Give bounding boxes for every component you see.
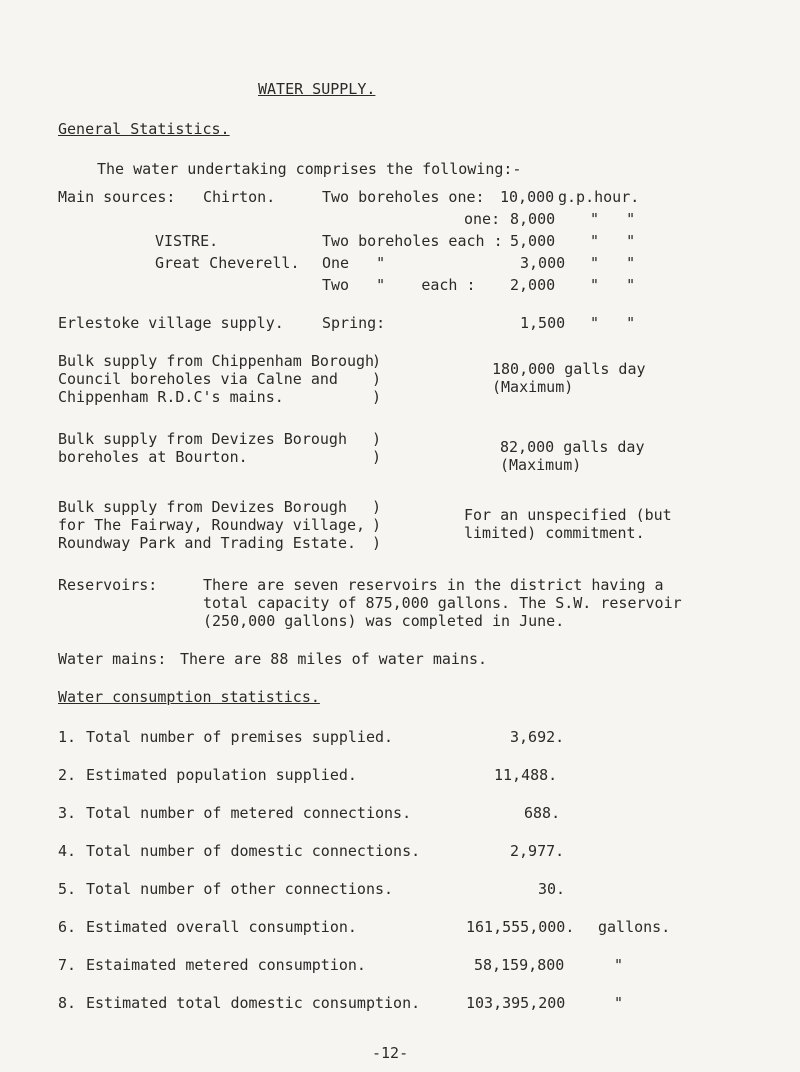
bracket-glyph: ) ) ) xyxy=(372,498,382,552)
source-place: Great Cheverell. xyxy=(155,254,300,272)
item-unit: " xyxy=(614,994,624,1012)
bulk-note: 180,000 galls day xyxy=(492,360,646,378)
bulk-note: (Maximum) xyxy=(492,378,574,396)
item-label: Estimated overall consumption. xyxy=(86,918,357,936)
source-place: Chirton. xyxy=(203,188,276,206)
consumption-heading: Water consumption statistics. xyxy=(58,688,320,706)
source-value: 10,000 xyxy=(500,188,555,206)
source-place: VISTRE. xyxy=(155,232,219,250)
reservoirs-text: (250,000 gallons) was completed in June. xyxy=(203,612,565,630)
source-unit: g.p.hour. xyxy=(558,188,640,206)
item-number: 2. xyxy=(58,766,77,784)
item-value: 161,555,000. xyxy=(466,918,575,936)
item-value: 103,395,200 xyxy=(466,994,566,1012)
item-number: 6. xyxy=(58,918,77,936)
bracket-glyph: ) ) xyxy=(372,430,382,466)
source-desc: Two " each : xyxy=(322,276,476,294)
item-value: 58,159,800 xyxy=(474,956,565,974)
page-number: -12- xyxy=(372,1044,409,1062)
bulk-note: (Maximum) xyxy=(500,456,582,474)
bulk-note: 82,000 galls day xyxy=(500,438,645,456)
bulk-line: Bulk supply from Devizes Borough xyxy=(58,430,347,448)
item-number: 1. xyxy=(58,728,77,746)
item-value: 11,488. xyxy=(494,766,558,784)
bulk-note: For an unspecified (but xyxy=(464,506,672,524)
bulk-line: Bulk supply from Devizes Borough xyxy=(58,498,347,516)
item-value: 30. xyxy=(538,880,566,898)
source-unit: " " xyxy=(590,232,636,250)
source-value: 2,000 xyxy=(510,276,556,294)
source-unit: " " xyxy=(590,276,636,294)
reservoirs-text: total capacity of 875,000 gallons. The S.W. reservoir xyxy=(203,594,682,612)
page-title: WATER SUPPLY. xyxy=(258,80,376,98)
bulk-line: boreholes at Bourton. xyxy=(58,448,248,466)
item-number: 5. xyxy=(58,880,77,898)
bulk-line: Chippenham R.D.C's mains. xyxy=(58,388,284,406)
reservoirs-text: There are seven reservoirs in the district having a xyxy=(203,576,664,594)
item-label: Total number of other connections. xyxy=(86,880,394,898)
item-label: Total number of premises supplied. xyxy=(86,728,394,746)
item-unit: " xyxy=(614,956,624,974)
erlestoke-unit: " " xyxy=(590,314,636,332)
item-value: 3,692. xyxy=(510,728,565,746)
source-unit: " " xyxy=(590,210,636,228)
erlestoke-desc: Spring: xyxy=(322,314,386,332)
source-desc: Two boreholes one: xyxy=(322,188,485,206)
bulk-line: Council boreholes via Calne and xyxy=(58,370,338,388)
mains-text: There are 88 miles of water mains. xyxy=(180,650,488,668)
item-number: 3. xyxy=(58,804,77,822)
item-number: 7. xyxy=(58,956,77,974)
item-label: Total number of metered connections. xyxy=(86,804,412,822)
item-label: Estimated total domestic consumption. xyxy=(86,994,421,1012)
reservoirs-label: Reservoirs: xyxy=(58,576,158,594)
source-desc: Two boreholes each : xyxy=(322,232,503,250)
source-value: 3,000 xyxy=(520,254,566,272)
erlestoke-value: 1,500 xyxy=(520,314,566,332)
mains-label: Water mains: xyxy=(58,650,167,668)
source-unit: " " xyxy=(590,254,636,272)
bulk-line: for The Fairway, Roundway village, xyxy=(58,516,366,534)
section-heading: General Statistics. xyxy=(58,120,230,138)
item-value: 2,977. xyxy=(510,842,565,860)
source-desc: one: xyxy=(464,210,501,228)
intro-text: The water undertaking comprises the following:- xyxy=(97,160,522,178)
item-unit: gallons. xyxy=(598,918,671,936)
source-value: 8,000 xyxy=(510,210,556,228)
item-number: 4. xyxy=(58,842,77,860)
item-label: Estimated population supplied. xyxy=(86,766,357,784)
item-number: 8. xyxy=(58,994,77,1012)
item-value: 688. xyxy=(524,804,561,822)
bulk-line: Roundway Park and Trading Estate. xyxy=(58,534,357,552)
source-value: 5,000 xyxy=(510,232,556,250)
erlestoke-label: Erlestoke village supply. xyxy=(58,314,284,332)
bulk-note: limited) commitment. xyxy=(464,524,645,542)
sources-label: Main sources: xyxy=(58,188,176,206)
bracket-glyph: ) ) ) xyxy=(372,352,382,406)
item-label: Total number of domestic connections. xyxy=(86,842,421,860)
source-desc: One " xyxy=(322,254,386,272)
item-label: Estaimated metered consumption. xyxy=(86,956,366,974)
bulk-line: Bulk supply from Chippenham Borough xyxy=(58,352,375,370)
